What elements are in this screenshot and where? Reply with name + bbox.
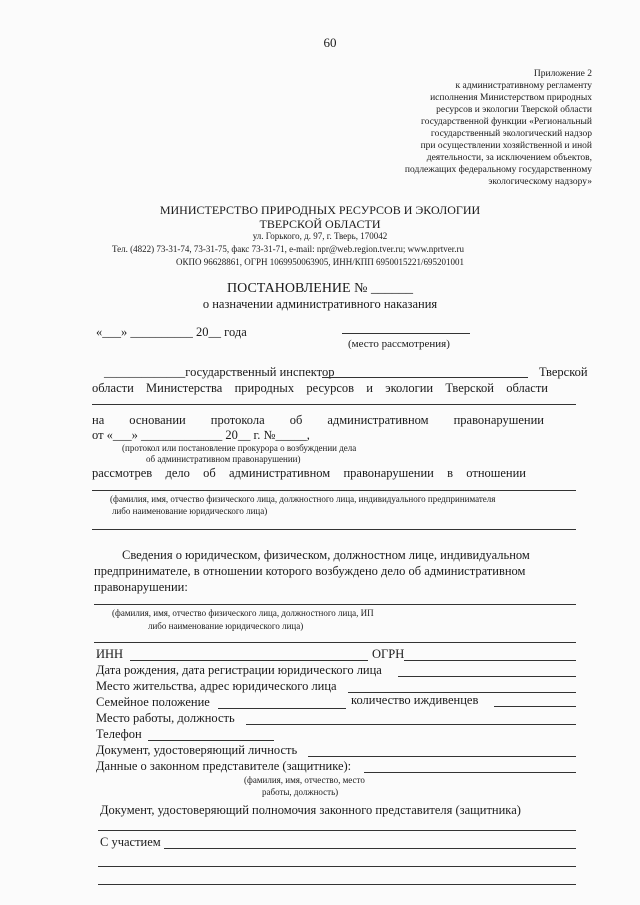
page-number: 60 <box>323 35 337 50</box>
ministry-contacts: Тел. (4822) 73-31-74, 73-31-75, факс 73-31-71, e-mail: npr@web.region.tver.ru; www.nprtver.ru <box>112 244 464 254</box>
blank-line <box>98 866 576 867</box>
representative-hint: (фамилия, имя, отчество, место <box>244 775 365 785</box>
ogrn-line <box>404 660 576 661</box>
protocol-hint: (протокол или постановление прокурора о возбуждении дела <box>122 443 357 453</box>
blank-line <box>92 404 576 405</box>
participant-line <box>164 848 576 849</box>
annex-line: подлежащих федеральному государственному <box>404 165 592 175</box>
residence-label: Место жительства, адрес юридического лица <box>96 679 337 693</box>
blank-line <box>92 529 576 530</box>
annex-line: Приложение 2 <box>533 69 592 79</box>
dependents-label: количество иждивенцев <box>351 693 479 707</box>
ogrn-label: ОГРН <box>372 647 405 661</box>
birth-date-label: Дата рождения, дата регистрации юридического лица <box>96 663 382 677</box>
info-hint: (фамилия, имя, отчество физического лица, должностного лица, ИП <box>112 608 374 618</box>
representative-hint: работы, должность) <box>262 787 339 797</box>
ministry-codes: ОКПО 96628861, ОГРН 1069950063905, ИНН/КПП 6950015221/695201001 <box>176 257 464 267</box>
info-heading: правонарушении: <box>94 580 188 594</box>
info-heading: Сведения о юридическом, физическом, должностном лице, индивидуальном <box>122 548 530 562</box>
info-heading: предпринимателе, в отношении которого возбуждено дело об административном <box>94 564 526 578</box>
annex-line: при осуществлении хозяйственной и иной <box>420 141 592 151</box>
work-place-label: Место работы, должность <box>96 711 235 725</box>
dependents-line <box>494 706 576 707</box>
place-line <box>342 333 470 334</box>
inspector-text: _____________государственный инспектор <box>104 365 335 379</box>
blank-line <box>94 642 576 643</box>
participant-label: С участием <box>100 835 161 849</box>
blank-line <box>98 884 576 885</box>
inn-line <box>130 660 368 661</box>
phone-line <box>148 740 274 741</box>
inspector-region: Тверской <box>539 365 588 379</box>
blank-line <box>98 830 576 831</box>
id-document-line <box>308 756 576 757</box>
inn-label: ИНН <box>96 647 124 661</box>
annex-line: государственной функции «Региональный <box>421 117 592 127</box>
annex-line: к административному регламенту <box>455 81 592 91</box>
person-hint: либо наименование юридического лица) <box>112 506 268 516</box>
blank-line <box>94 604 576 605</box>
ministry-region: ТВЕРСКОЙ ОБЛАСТИ <box>259 217 381 231</box>
inspector-name-line <box>322 377 528 378</box>
rep-authority-label: Документ, удостоверяющий полномочия законного представителя (защитника) <box>100 803 521 817</box>
info-hint: либо наименование юридического лица) <box>148 621 304 631</box>
inspector-line2: области Министерства природных ресурсов и экологии Тверской области <box>92 381 548 395</box>
annex-line: исполнения Министерством природных <box>430 93 592 103</box>
id-document-label: Документ, удостоверяющий личность <box>96 743 298 757</box>
ministry-title: МИНИСТЕРСТВО ПРИРОДНЫХ РЕСУРСОВ И ЭКОЛОГИИ <box>159 203 481 217</box>
family-status-label: Семейное положение <box>96 695 210 709</box>
document-subtitle: о назначении административного наказания <box>202 297 438 311</box>
annex-line: экологическому надзору» <box>488 177 592 187</box>
person-hint: (фамилия, имя, отчество физического лица, должностного лица, индивидуального предпринимателя <box>110 494 496 504</box>
blank-line <box>92 490 576 491</box>
protocol-hint: об административном правонарушении) <box>146 454 301 464</box>
birth-date-line <box>398 676 576 677</box>
family-status-line <box>218 708 346 709</box>
annex-line: ресурсов и экологии Тверской области <box>436 105 592 115</box>
decision-date: «___» __________ 20__ года <box>96 325 247 339</box>
considered-text: рассмотрев дело об административном правонарушении в отношении <box>92 466 526 480</box>
basis-text: на основании протокола об административном правонарушении <box>92 413 544 427</box>
annex-block <box>332 68 592 188</box>
ministry-address: ул. Горького, д. 97, г. Тверь, 170042 <box>252 231 388 241</box>
work-place-line <box>246 724 576 725</box>
representative-line <box>364 772 576 773</box>
representative-label: Данные о законном представителе (защитнике): <box>96 759 352 773</box>
place-hint: (место рассмотрения) <box>348 338 450 350</box>
annex-line: деятельности, за исключением объектов, <box>426 153 592 163</box>
protocol-date: от «___» _____________ 20__ г. №_____, <box>92 428 310 442</box>
annex-line: государственный экологический надзор <box>430 129 592 139</box>
phone-label: Телефон <box>96 727 142 741</box>
document-title: ПОСТАНОВЛЕНИЕ № ______ <box>227 281 413 296</box>
